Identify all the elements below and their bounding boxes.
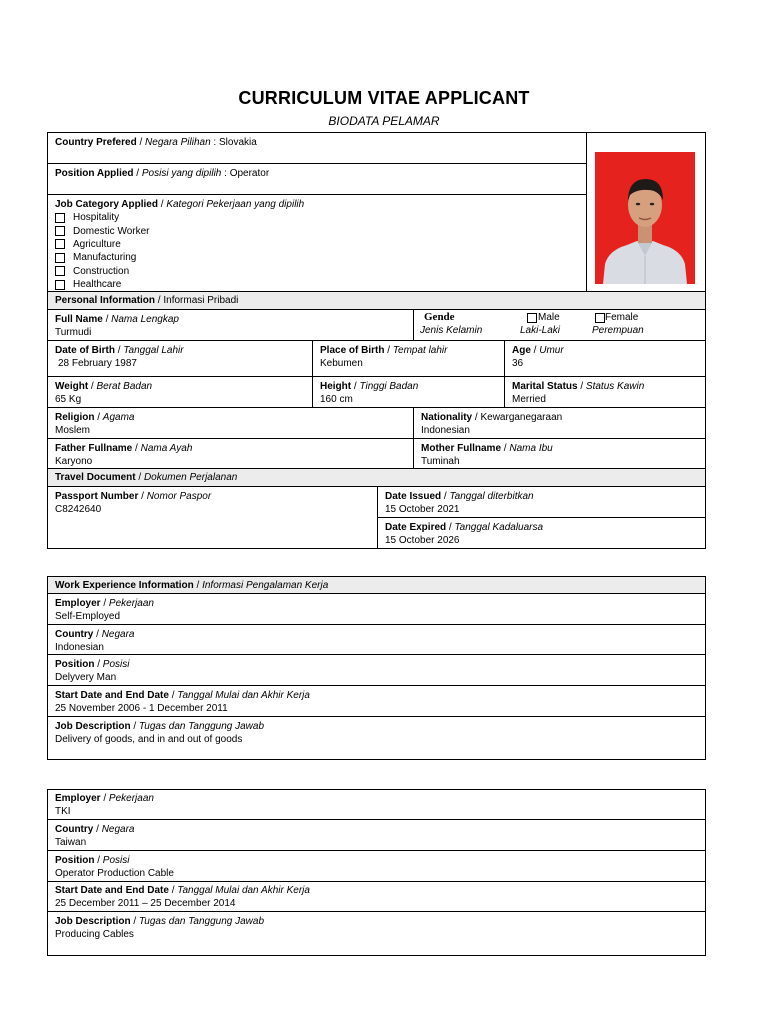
gender-female-option[interactable]: Female bbox=[595, 312, 638, 323]
religion-value: Moslem bbox=[55, 425, 91, 436]
work-1-description-value: Delivery of goods, and in and out of goods bbox=[55, 734, 243, 745]
checkbox-icon[interactable] bbox=[55, 253, 65, 263]
marital-status-value: Merried bbox=[512, 394, 546, 405]
position-applied-value: Operator bbox=[229, 168, 270, 179]
work-2-description-field: Job Description / Tugas dan Tanggung Jawab Producing Cables bbox=[48, 912, 705, 944]
country-prefered-value: Slovakia bbox=[218, 137, 257, 148]
work-2-employer-field: Employer / Pekerjaan TKI bbox=[48, 789, 705, 821]
checkbox-icon[interactable] bbox=[55, 280, 65, 290]
personal-info-section-header: Personal Information / Informasi Pribadi bbox=[48, 292, 705, 309]
job-option-agriculture[interactable]: Agriculture bbox=[55, 238, 577, 251]
job-category-field: Job Category Applied / Kategori Pekerjaan yang dipilih Hospitality Domestic Worker Agriculture Manufacturing Construction Healthcare bbox=[48, 195, 584, 294]
work-experience-section-header: Work Experience Information / Informasi Pengalaman Kerja bbox=[48, 577, 705, 593]
work-2-dates-value: 25 December 2011 – 25 December 2014 bbox=[55, 898, 236, 909]
mother-name-value: Tuminah bbox=[421, 456, 460, 467]
checkbox-icon[interactable] bbox=[55, 226, 65, 236]
date-of-birth-field: Date of Birth / Tanggal Lahir 28 February 1987 bbox=[48, 341, 311, 373]
work-2-position-value: Operator Production Cable bbox=[55, 868, 174, 879]
date-issued-value: 15 October 2021 bbox=[385, 504, 460, 515]
job-option-domestic-worker[interactable]: Domestic Worker bbox=[55, 224, 577, 237]
gender-male-label-id: Laki-Laki bbox=[520, 325, 561, 336]
date-issued-field: Date Issued / Tanggal diterbitkan 15 October 2021 bbox=[378, 487, 705, 519]
passport-number-value: C8242640 bbox=[55, 504, 102, 515]
work-1-position-field: Position / Posisi Delyvery Man bbox=[48, 655, 705, 687]
height-field: Height / Tinggi Badan 160 cm bbox=[313, 377, 503, 409]
job-option-construction[interactable]: Construction bbox=[55, 265, 577, 278]
place-of-birth-value: Kebumen bbox=[320, 358, 363, 369]
work-2-description-value: Producing Cables bbox=[55, 929, 134, 940]
work-2-position-field: Position / Posisi Operator Production Cable bbox=[48, 851, 705, 883]
work-1-employer-field: Employer / Pekerjaan Self-Employed bbox=[48, 594, 705, 626]
height-value: 160 cm bbox=[320, 394, 353, 405]
date-of-birth-value: 28 February 1987 bbox=[58, 358, 137, 369]
age-field: Age / Umur 36 bbox=[505, 341, 705, 373]
full-name-value: Turmudi bbox=[55, 327, 92, 338]
work-1-dates-field: Start Date and End Date / Tanggal Mulai dan Akhir Kerja 25 November 2006 - 1 December 2011 bbox=[48, 686, 705, 718]
work-1-position-value: Delyvery Man bbox=[55, 672, 117, 683]
work-2-country-value: Taiwan bbox=[55, 837, 87, 848]
job-option-manufacturing[interactable]: Manufacturing bbox=[55, 251, 577, 264]
weight-field: Weight / Berat Badan 65 Kg bbox=[48, 377, 311, 409]
applicant-photo bbox=[595, 152, 695, 284]
gender-label-id: Jenis Kelamin bbox=[420, 325, 483, 336]
gender-field bbox=[414, 310, 705, 340]
nationality-field: Nationality / Kewarganegaraan Indonesian bbox=[414, 408, 705, 440]
work-1-dates-value: 25 November 2006 - 1 December 2011 bbox=[55, 703, 228, 714]
work-2-employer-value: TKI bbox=[55, 806, 71, 817]
work-1-employer-value: Self-Employed bbox=[55, 611, 121, 622]
job-option-hospitality[interactable]: Hospitality bbox=[55, 211, 577, 224]
position-applied-field: Position Applied / Posisi yang dipilih : Operator bbox=[55, 168, 270, 179]
gender-female-label-id: Perempuan bbox=[592, 325, 644, 336]
checkbox-icon[interactable] bbox=[595, 313, 605, 323]
father-name-field: Father Fullname / Nama Ayah Karyono bbox=[48, 439, 412, 471]
travel-document-section-header: Travel Document / Dokumen Perjalanan bbox=[48, 469, 705, 486]
document-title: CURRICULUM VITAE APPLICANT bbox=[238, 88, 530, 108]
document-subtitle: BIODATA PELAMAR bbox=[328, 114, 440, 128]
nationality-value: Indonesian bbox=[421, 425, 470, 436]
person-silhouette-icon bbox=[595, 152, 695, 284]
job-option-healthcare[interactable]: Healthcare bbox=[55, 278, 577, 291]
work-2-dates-field: Start Date and End Date / Tanggal Mulai dan Akhir Kerja 25 December 2011 – 25 December 2014 bbox=[48, 881, 705, 913]
checkbox-icon[interactable] bbox=[55, 266, 65, 276]
work-1-country-value: Indonesian bbox=[55, 642, 104, 653]
date-expired-value: 15 October 2026 bbox=[385, 535, 460, 546]
age-value: 36 bbox=[512, 358, 524, 369]
work-2-country-field: Country / Negara Taiwan bbox=[48, 820, 705, 852]
date-expired-field: Date Expired / Tanggal Kadaluarsa 15 October 2026 bbox=[378, 518, 705, 550]
marital-status-field: Marital Status / Status Kawin Merried bbox=[505, 377, 705, 409]
full-name-field: Full Name / Nama Lengkap Turmudi bbox=[48, 310, 412, 342]
father-name-value: Karyono bbox=[55, 456, 93, 467]
mother-name-field: Mother Fullname / Nama Ibu Tuminah bbox=[414, 439, 705, 471]
checkbox-icon[interactable] bbox=[55, 213, 65, 223]
checkbox-icon[interactable] bbox=[55, 239, 65, 249]
weight-value: 65 Kg bbox=[55, 394, 82, 405]
passport-number-field: Passport Number / Nomor Paspor C8242640 bbox=[48, 487, 376, 519]
checkbox-icon[interactable] bbox=[527, 313, 537, 323]
work-1-country-field: Country / Negara Indonesian bbox=[48, 625, 705, 657]
gender-male-option[interactable]: Male bbox=[527, 312, 560, 323]
country-prefered-field: Country Prefered / Negara Pilihan : Slovakia bbox=[55, 137, 257, 148]
gender-label: Gende bbox=[424, 311, 455, 323]
work-1-description-field: Job Description / Tugas dan Tanggung Jawab Delivery of goods, and in and out of goods bbox=[48, 717, 705, 749]
religion-field: Religion / Agama Moslem bbox=[48, 408, 412, 440]
place-of-birth-field: Place of Birth / Tempat lahir Kebumen bbox=[313, 341, 503, 373]
